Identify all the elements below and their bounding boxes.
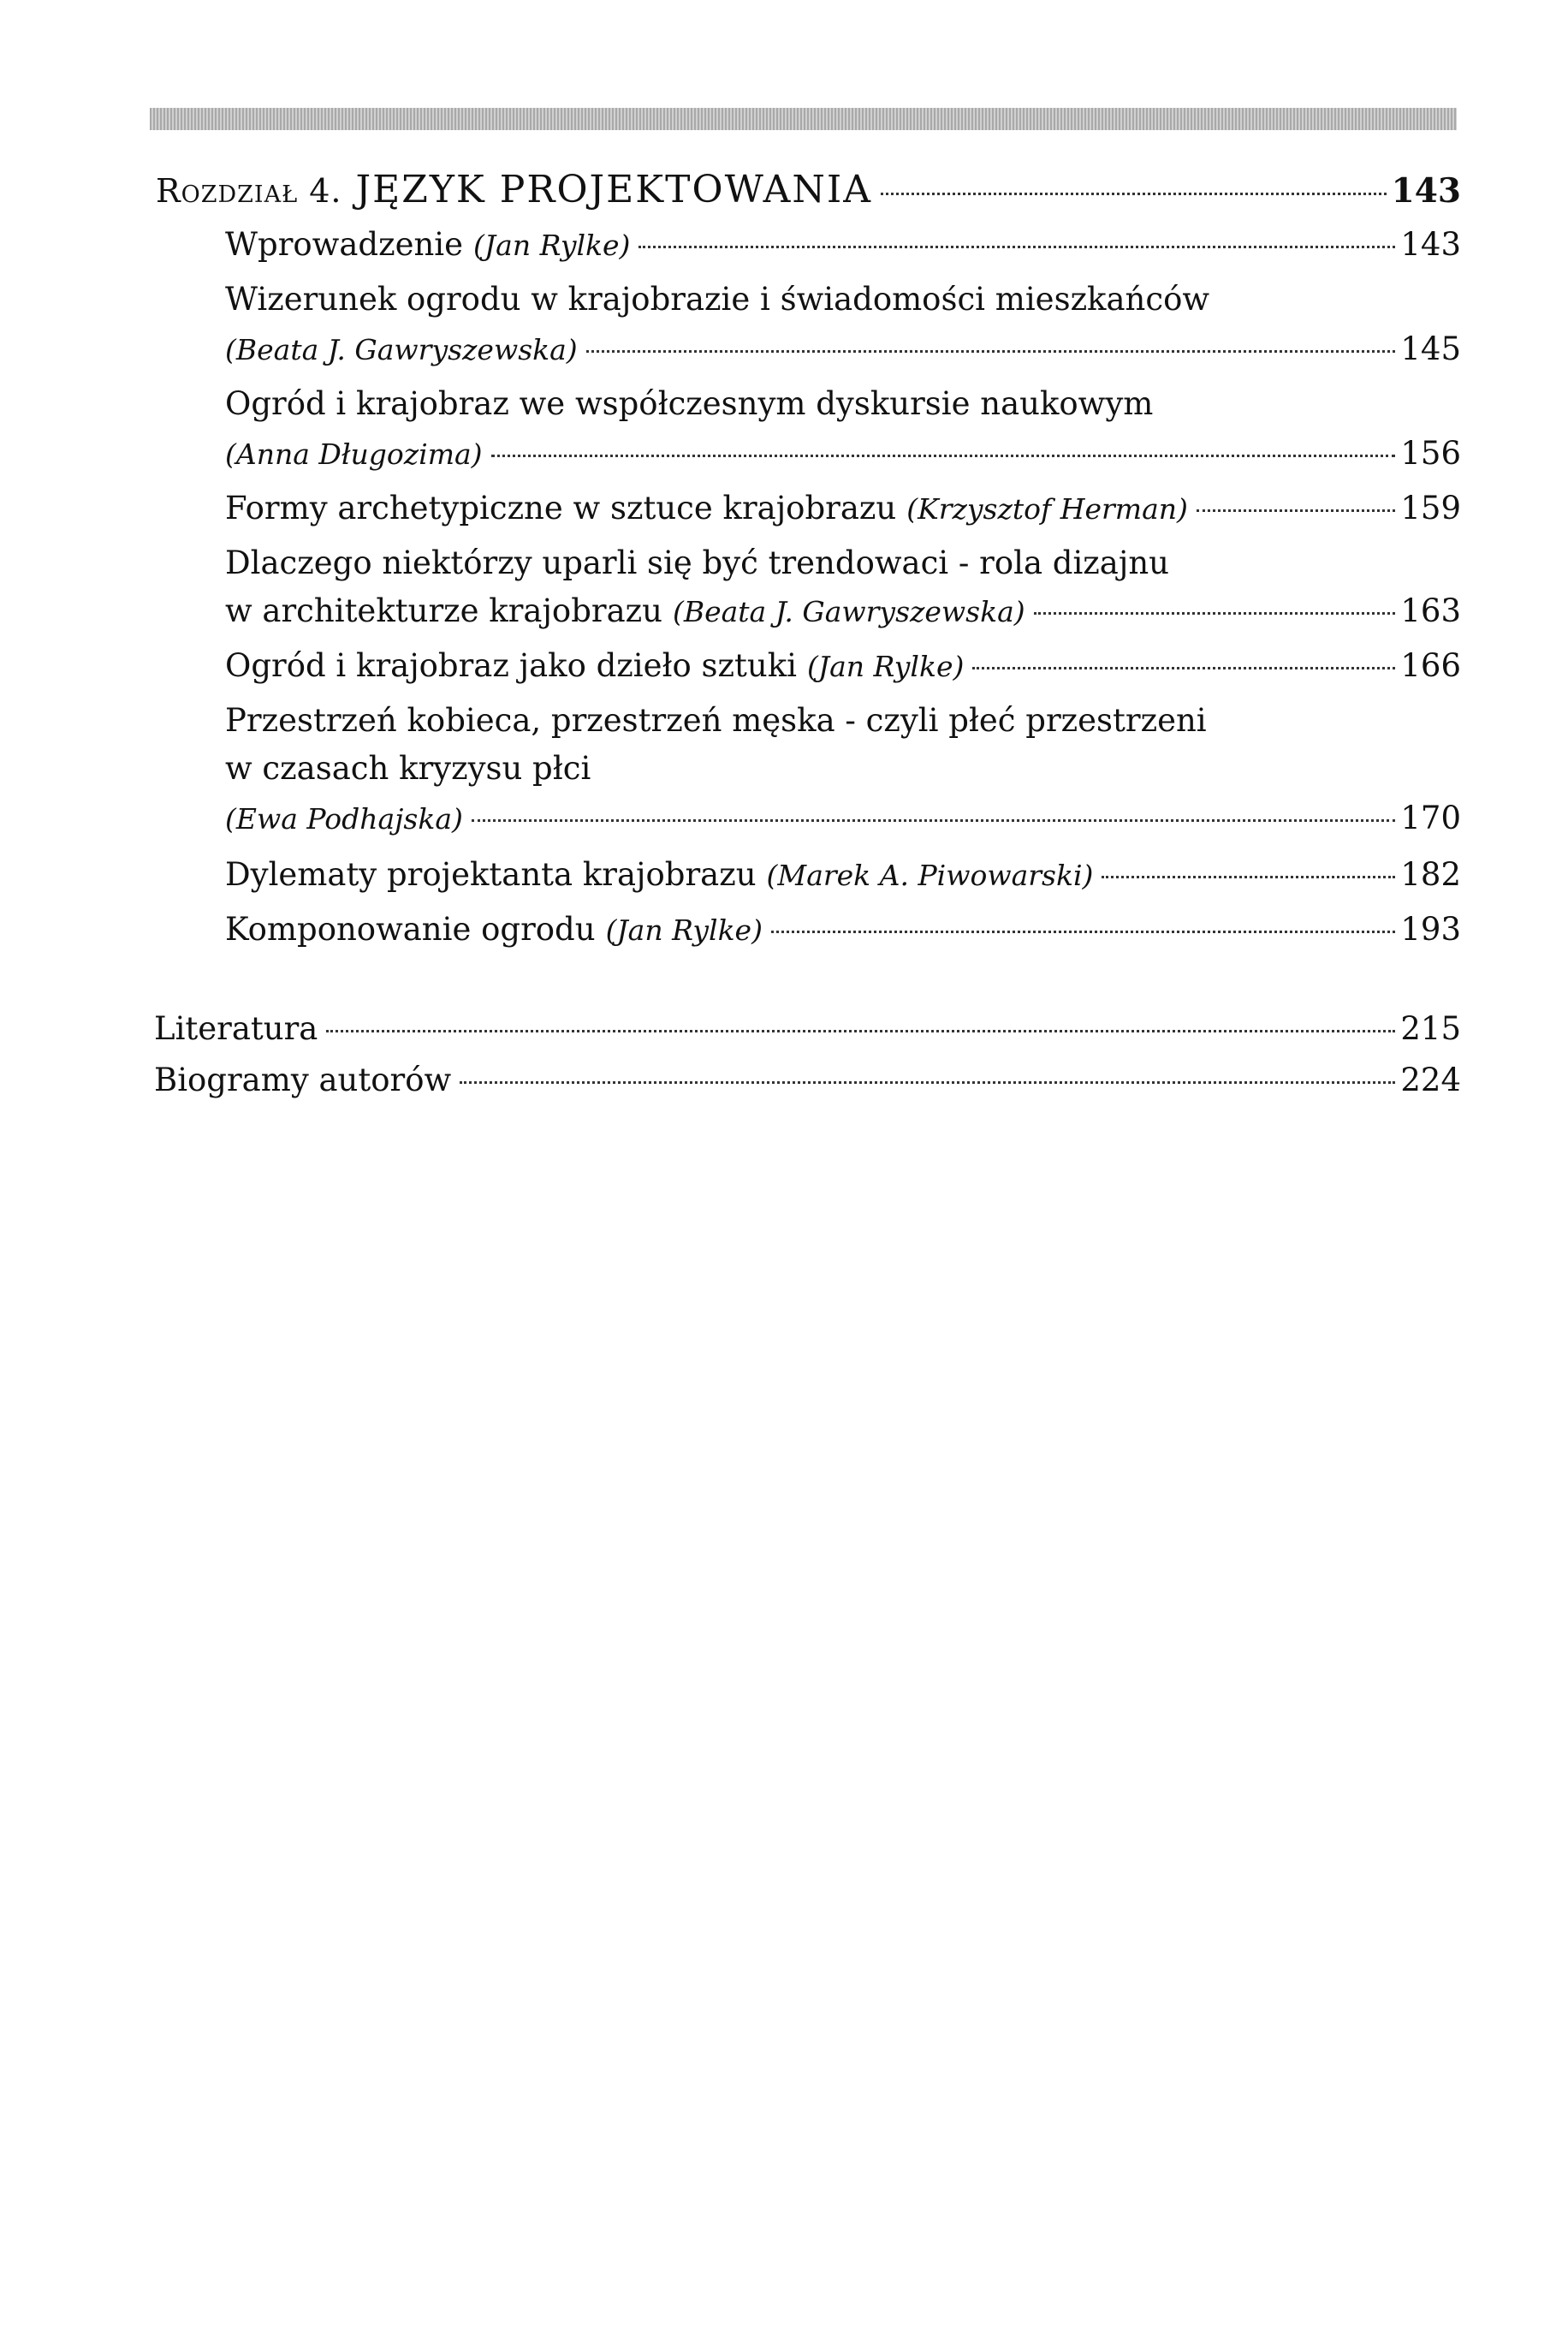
entry-page: 145 — [1400, 330, 1461, 367]
entry-title: Przestrzeń kobieca, przestrzeń męska - czyli płeć przestrzeni — [225, 702, 1207, 739]
dot-leader — [771, 931, 1395, 933]
entry-title: Ogród i krajobraz jako dzieło sztuki — [225, 647, 797, 684]
entry-page: 170 — [1400, 800, 1461, 836]
entry-title: Biogramy autorów — [154, 1062, 452, 1098]
chapter-heading[interactable] — [156, 168, 1461, 211]
dot-leader — [972, 667, 1395, 669]
entry-page: 193 — [1400, 911, 1461, 948]
entry-page: 224 — [1400, 1062, 1461, 1098]
toc-entry[interactable] — [225, 435, 1461, 472]
dot-leader — [326, 1030, 1395, 1032]
toc-entry[interactable] — [225, 647, 1461, 684]
entry-title: Komponowanie ogrodu — [225, 911, 596, 948]
entry-author: (Krzysztof Herman) — [906, 492, 1188, 526]
toc-entry-literatura[interactable] — [154, 1010, 1461, 1047]
entry-author: (Anna Długozima) — [225, 437, 483, 471]
toc-entry[interactable] — [225, 490, 1461, 527]
toc-entry[interactable] — [225, 226, 1461, 263]
entry-author: (Beata J. Gawryszewska) — [672, 595, 1025, 628]
entry-author: (Marek A. Piwowarski) — [766, 859, 1094, 892]
dot-leader — [1102, 876, 1395, 878]
entry-title: Literatura — [154, 1010, 318, 1047]
chapter-label: Rozdział 4. — [156, 172, 342, 210]
dot-leader — [472, 819, 1396, 822]
toc-entry[interactable] — [225, 330, 1461, 367]
entry-title: Dlaczego niektórzy uparli się być trendowaci - rola dizajnu — [225, 544, 1169, 581]
entry-author: (Beata J. Gawryszewska) — [225, 333, 578, 366]
dot-leader — [1034, 612, 1396, 615]
entry-author: (Jan Rylke) — [605, 913, 763, 947]
dot-leader — [586, 350, 1396, 353]
toc-entry[interactable] — [225, 800, 1461, 836]
entry-author: (Jan Rylke) — [473, 229, 631, 262]
entry-title-continued: w architekturze krajobrazu — [225, 592, 662, 629]
entry-title: Wprowadzenie — [225, 226, 464, 263]
entry-page: 182 — [1400, 856, 1461, 893]
entry-page: 156 — [1400, 435, 1461, 472]
chapter-title: JĘZYK PROJEKTOWANIA — [355, 168, 873, 211]
toc-entry[interactable] — [225, 856, 1461, 893]
entry-title: Wizerunek ogrodu w krajobrazie i świadomości mieszkańców — [225, 281, 1210, 318]
toc-entry[interactable] — [225, 592, 1461, 629]
chapter-page: 143 — [1391, 171, 1461, 211]
entry-title: Dylematy projektanta krajobrazu — [225, 856, 757, 893]
toc-entry[interactable] — [225, 911, 1461, 948]
dot-leader — [1197, 509, 1395, 512]
toc-entry-biogramy[interactable] — [154, 1062, 1461, 1098]
entry-page: 163 — [1400, 592, 1461, 629]
entry-title: Formy archetypiczne w sztuce krajobrazu — [225, 490, 897, 527]
entry-author: (Ewa Podhajska) — [225, 802, 463, 836]
entry-author: (Jan Rylke) — [807, 650, 965, 683]
entry-page: 159 — [1400, 490, 1461, 527]
entry-page: 166 — [1400, 647, 1461, 684]
dot-leader — [638, 246, 1395, 248]
entry-title: Ogród i krajobraz we współczesnym dyskursie naukowym — [225, 385, 1154, 422]
dot-leader — [460, 1081, 1395, 1084]
entry-title-continued: w czasach kryzysu płci — [225, 750, 591, 787]
dot-leader — [881, 193, 1387, 195]
entry-page: 215 — [1400, 1010, 1461, 1047]
dot-leader — [491, 455, 1396, 457]
entry-page: 143 — [1400, 226, 1461, 263]
